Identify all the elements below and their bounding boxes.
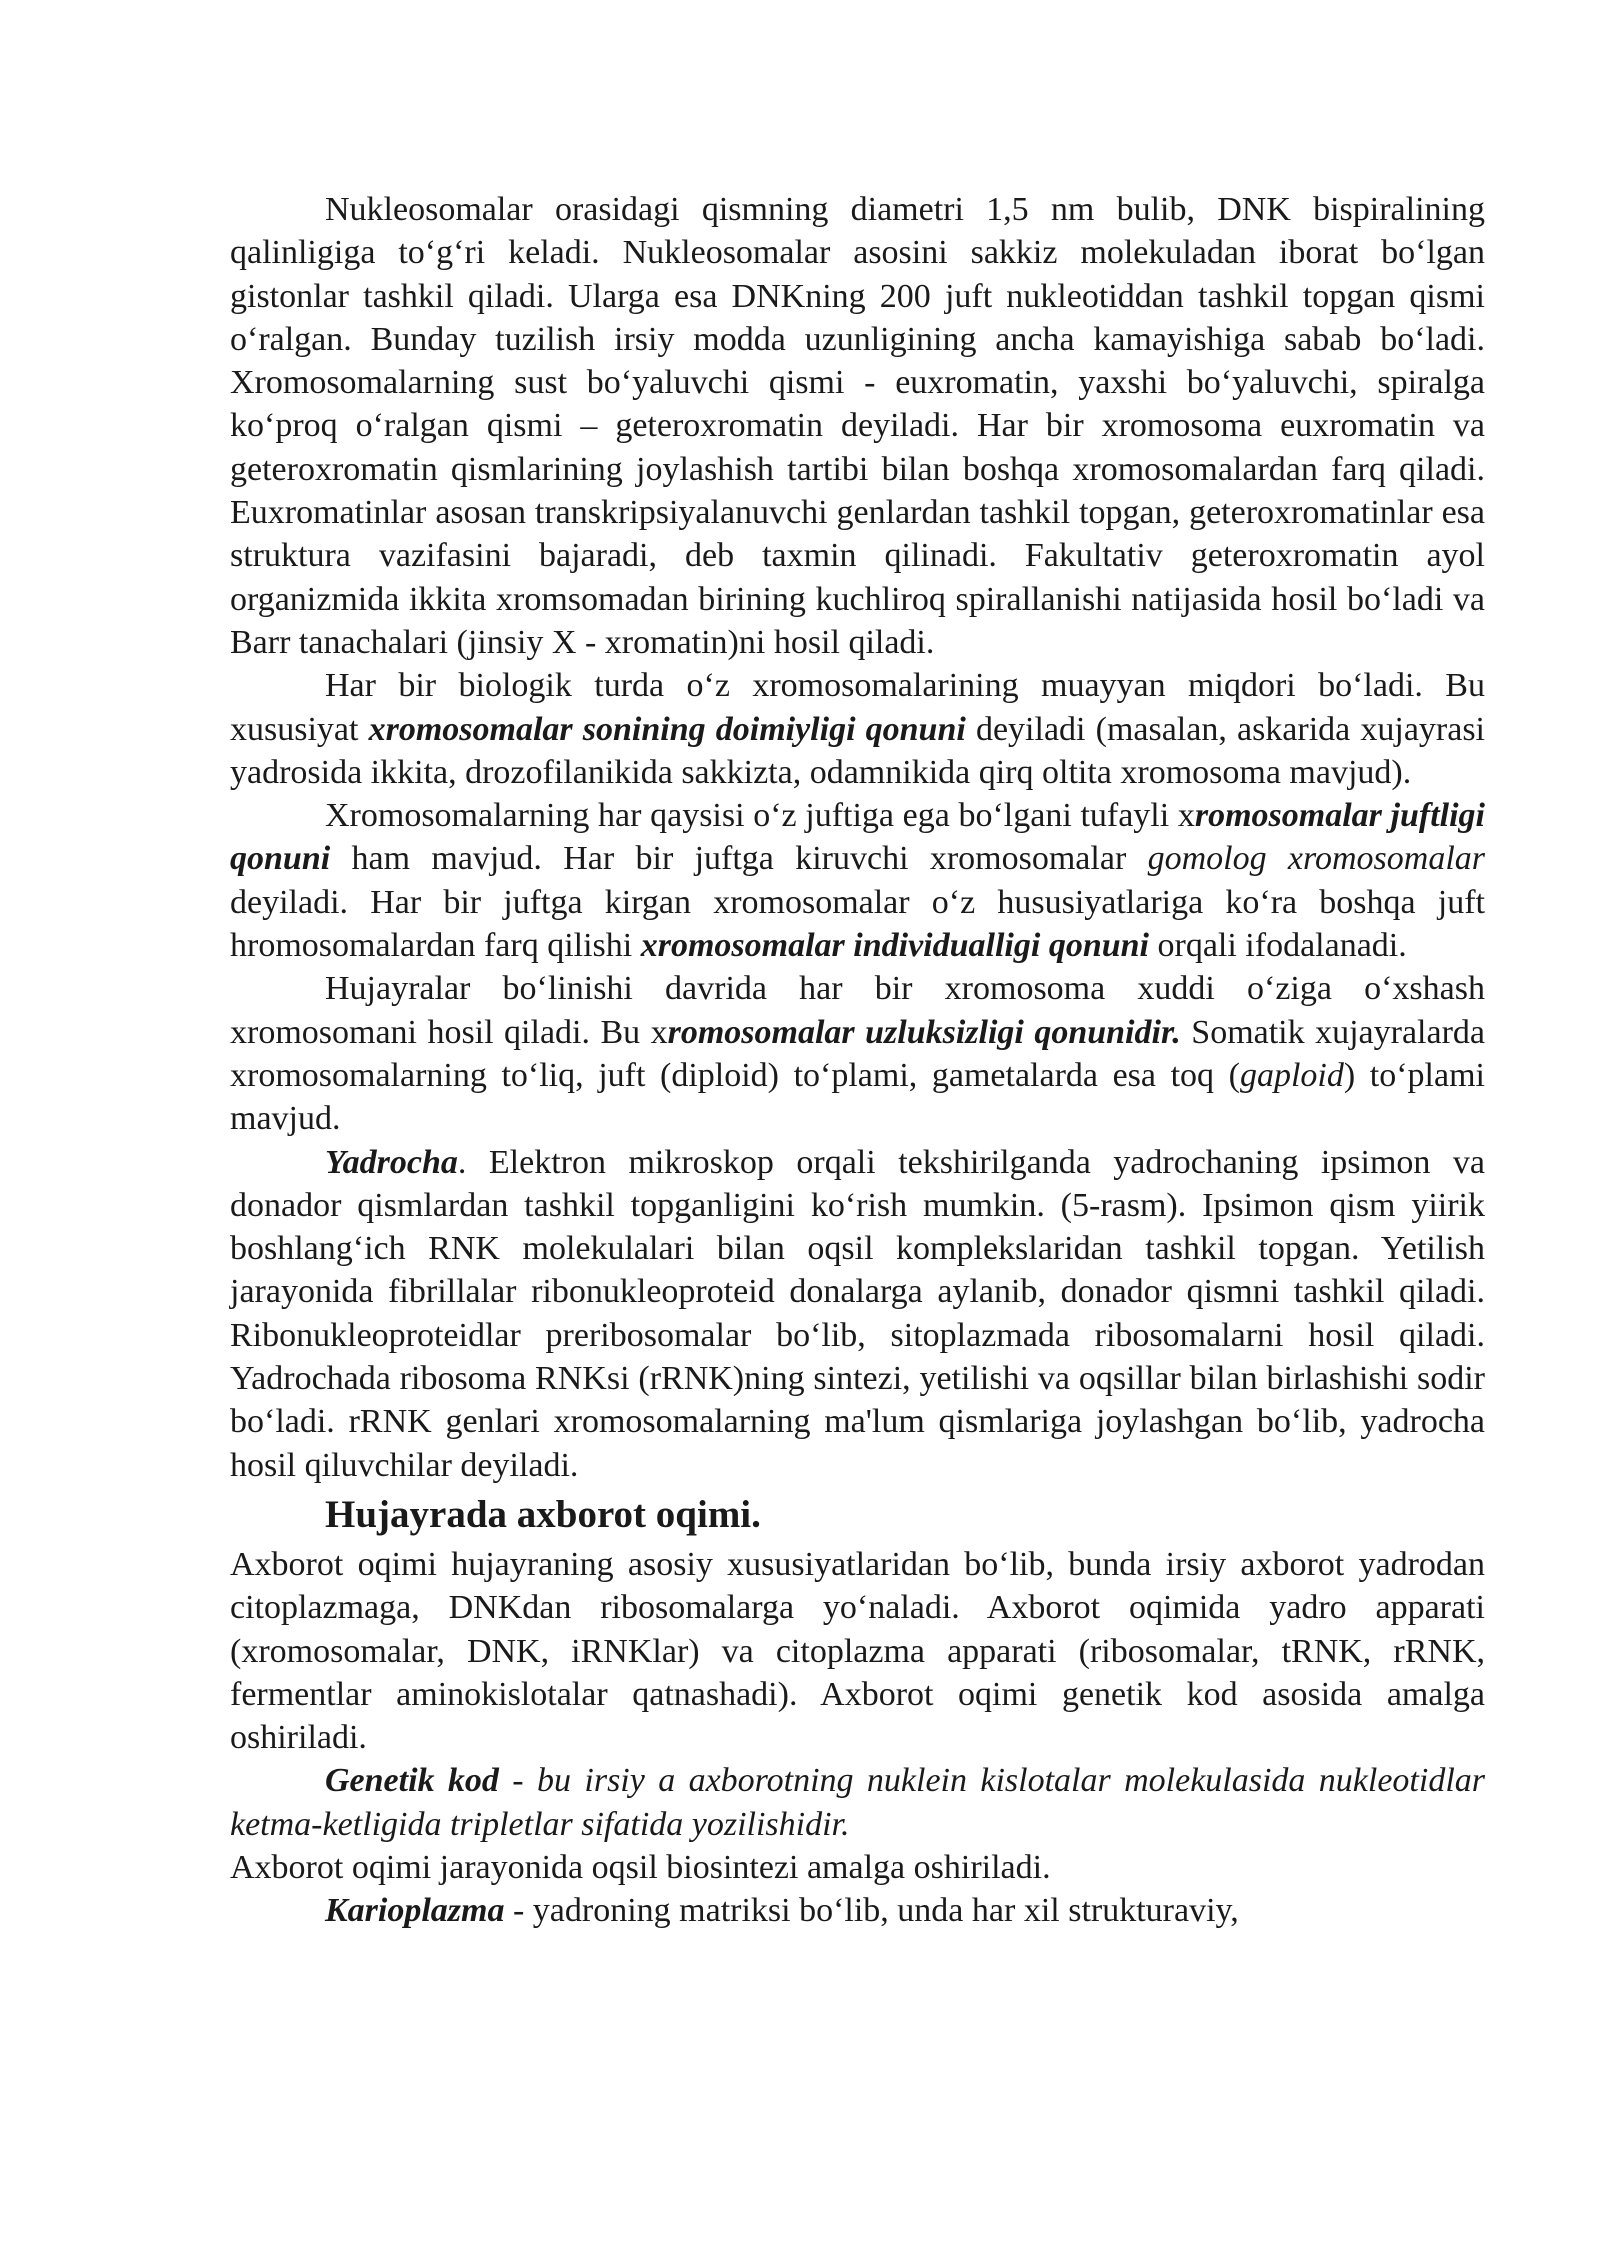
emphasis-term: Genetik kod <box>325 1762 499 1800</box>
paragraph-chromosome-pairing-law <box>230 794 1485 967</box>
document-page <box>230 188 1485 1933</box>
italic-term: gaploid <box>1239 1056 1344 1094</box>
italic-term: gomolog xromosomalar <box>1147 840 1486 878</box>
paragraph-information-flow: Axborot oqimi hujayraning asosiy xususiyatlaridan bo‘lib, bunda irsiy axborot yadrodan citoplazmaga, DNKdan ribosomalarga yo‘naladi. Axborot oqimida yadro apparati (xromosomalar, DNK, iRNKlar) va citoplazma apparati (ribosomalar, tRNK, rRNK, fermentlar aminokislotalar qatnashadi). Axborot oqimi genetik kod asosida amalga oshiriladi. <box>230 1545 1485 1757</box>
paragraph-karyoplasm <box>230 1889 1485 1932</box>
paragraph-nucleolus <box>230 1141 1485 1487</box>
text-run: Hujayralar bo‘linishi davrida har bir xromosoma xuddi o‘ziga o‘xshash xromosomani hosil qiladi. Bu x <box>230 970 1485 1051</box>
text-run: Somatik xujayralarda xromosomalarning to‘liq, juft (diploid) to‘plami, gametalarda esa toq ( <box>230 1013 1485 1094</box>
text-run: deyiladi. Har bir juftga kirgan xromosomalar o‘z hususiyatlariga ko‘ra boshqa juft hromosomalardan farq qilishi <box>230 883 1485 965</box>
paragraph-nucleosomes: Nukleosomalar orasidagi qismning diametri 1,5 nm bulib, DNK bispiralining qalinligiga to‘g‘ri keladi. Nukleosomalar asosini sakkiz molekuladan iborat bo‘lgan gistonlar tashkil qiladi. Ularga esa DNKning 200 juft nukleotiddan tashkil topgan qismi o‘ralgan. Bunday tuzilish irsiy modda uzunligining ancha kamayishiga sabab bo‘ladi. Xromosomalarning sust bo‘yaluvchi qismi - euxromatin, yaxshi bo‘yaluvchi, spiralga ko‘proq o‘ralgan qismi – geteroxromatin deyiladi. Har bir xromosoma euxromatin va geteroxromatin qismlarining joylashish tartibi bilan boshqa xromosomalardan farq qiladi. Euxromatinlar asosan transkripsiyalanuvchi genlardan tashkil topgan, geteroxromatinlar esa struktura vazifasini bajaradi, deb taxmin qilinadi. Fakultativ geteroxromatin ayol organizmida ikkita xromsomadan birining kuchliroq spirallanishi natijasida hosil bo‘ladi va Barr tanachalari (jinsiy X - xromatin)ni hosil qiladi. <box>230 191 1485 661</box>
paragraph-chromosome-continuity-law <box>230 967 1485 1140</box>
emphasis-term: romosomalar juftligi qonuni <box>230 797 1485 878</box>
paragraph-genetic-code <box>230 1759 1485 1846</box>
emphasis-term: romosomalar uzluksizligi qonunidir. <box>667 1013 1181 1051</box>
section-heading: Hujayrada axborot oqimi. <box>325 1492 761 1536</box>
text-run: Har bir biologik turda o‘z xromosomalarining muayyan miqdori bo‘ladi. Bu xususiyat <box>230 667 1485 748</box>
text-run: . Elektron mikroskop orqali tekshirilganda yadrochaning ipsimon va donador qismlardan tashkil topganligini ko‘rish mumkin. (5-rasm). Ipsimon qism yiirik boshlang‘ich RNK molekulalari bilan oqsil komplekslaridan tashkil topgan. Yetilish jarayonida fibrillalar ribonukleoproteid donalarga aylanib, donador qismni tashkil qiladi. Ribonukleoproteidlar preribosomalar bo‘lib, sitoplazmada ribosomalarni hosil qiladi. Yadrochada ribosoma RNKsi (rRNK)ning sintezi, yetilishi va oqsillar bilan birlashishi sodir bo‘ladi. rRNK genlari xromosomalarning ma'lum qismlariga joylashgan bo‘lib, yadrocha hosil qiluvchilar deyiladi. <box>230 1143 1485 1484</box>
emphasis-term: Karioplazma <box>325 1892 505 1930</box>
text-run: deyiladi (masalan, askarida xujayrasi yadrosida ikkita, drozofilanikida sakkizta, odamnikida qirq oltita xromosoma mavjud). <box>230 710 1486 791</box>
text-run: - yadroning matriksi bo‘lib, unda har xil strukturaviy, <box>504 1892 1239 1930</box>
emphasis-term: xromosomalar individualligi qonuni <box>640 927 1149 965</box>
text-run: ham mavjud. Har bir juftga kiruvchi xromosomalar <box>330 840 1148 878</box>
text-run: Xromosomalarning har qaysisi o‘z juftiga ega bo‘lgani tufayli x <box>325 797 1195 835</box>
text-run: ) to‘plami mavjud. <box>230 1056 1485 1138</box>
italic-definition: - bu irsiy a axborotning nuklein kislotalar molekulasida nukleotidlar ketma-ketligida tripletlar sifatida yozilishidir. <box>230 1762 1485 1843</box>
emphasis-term: xromosomalar sonining doimiyligi qonuni <box>368 710 966 748</box>
text-run: orqali ifodalanadi. <box>1149 927 1407 965</box>
emphasis-term: Yadrocha <box>325 1143 458 1181</box>
paragraph-protein-biosynthesis: Axborot oqimi jarayonida oqsil biosintezi amalga oshiriladi. <box>230 1848 1051 1886</box>
paragraph-chromosome-number-law <box>230 664 1485 794</box>
